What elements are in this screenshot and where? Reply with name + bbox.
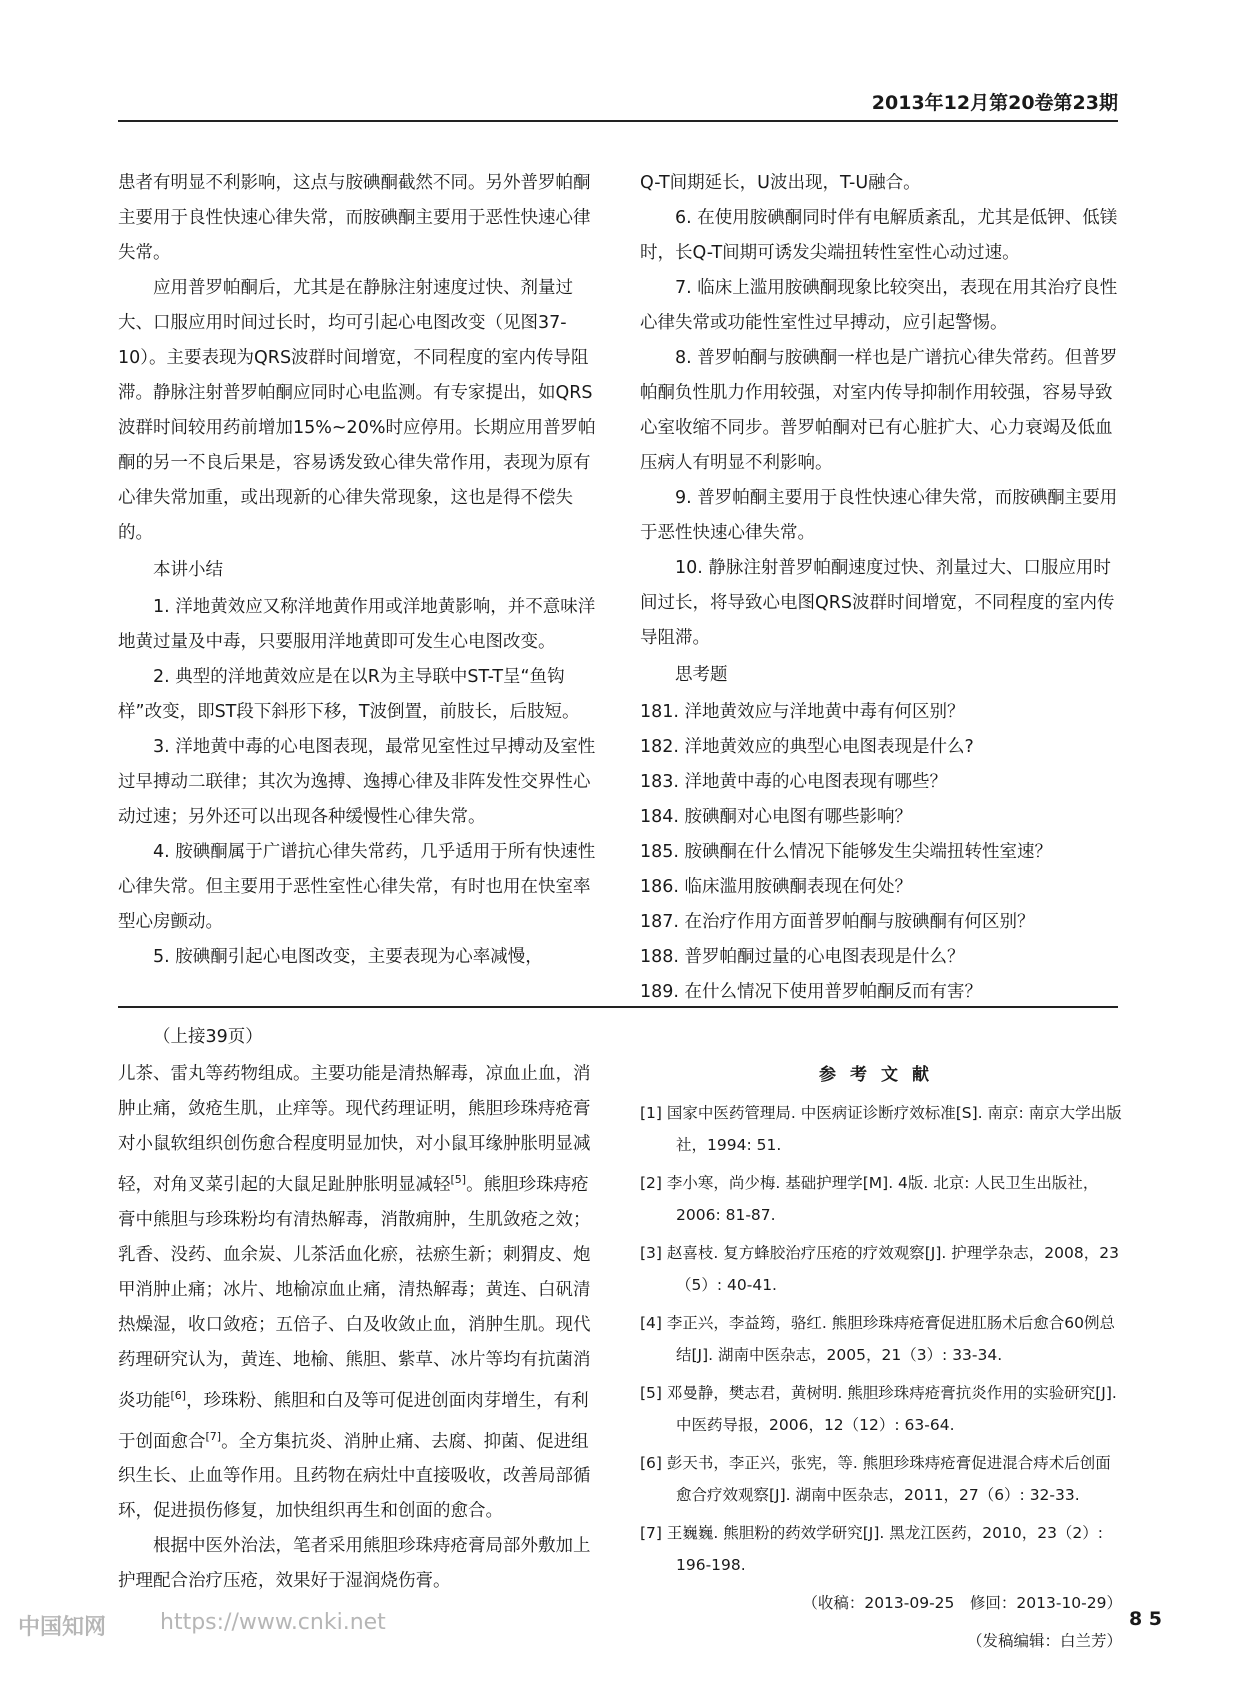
question-item: 183. 洋地黄中毒的心电图表现有哪些？ bbox=[640, 772, 948, 792]
top-right-column bbox=[640, 166, 1122, 1010]
reference-item: [4] 李正兴，李益筠，骆红. 熊胆珍珠痔疮膏促进肛肠术后愈合60例总结[J]. 湖南中医杂志，2005，21（3）: 33-34. bbox=[640, 1314, 1115, 1364]
citation: [7] bbox=[205, 1429, 222, 1443]
section-heading: 思考题 bbox=[675, 665, 728, 685]
reference-item: [5] 邓曼静，樊志君，黄树明. 熊胆珍珠痔疮膏抗炎作用的实验研究[J]. 中医药导报，2006，12（12）: 63-64. bbox=[640, 1384, 1117, 1434]
reference-item: [1] 国家中医药管理局. 中医病证诊断疗效标准[S]. 南京: 南京大学出版社，1994: 51. bbox=[640, 1104, 1122, 1154]
question-item: 189. 在什么情况下使用普罗帕酮反而有害？ bbox=[640, 982, 983, 1002]
question-item: 187. 在治疗作用方面普罗帕酮与胺碘酮有何区别？ bbox=[640, 912, 1035, 932]
citation: [5] bbox=[450, 1173, 467, 1186]
section-divider bbox=[118, 1006, 1118, 1008]
question-item: 186. 临床滥用胺碘酮表现在何处？ bbox=[640, 877, 913, 897]
reference-item: [2] 李小寒，尚少梅. 基础护理学[M]. 4版. 北京: 人民卫生出版社，2006: 81-87. bbox=[640, 1174, 1099, 1224]
paragraph: 患者有明显不利影响，这点与胺碘酮截然不同。另外普罗帕酮主要用于良性快速心律失常，而胺碘酮主要用于恶性快速心律失常。 bbox=[118, 173, 591, 263]
page-number: 8 5 bbox=[1128, 1608, 1162, 1630]
summary-item: 2. 典型的洋地黄效应是在以R为主导联中ST-T呈“鱼钩样”改变，即ST段下斜形下移，T波倒置，前肢长，后肢短。 bbox=[118, 667, 580, 722]
reference-item: [6] 彭天书，李正兴，张宪，等. 熊胆珍珠痔疮膏促进混合痔术后创面愈合疗效观察[J]. 湖南中医杂志，2011，27（6）: 32-33. bbox=[640, 1454, 1111, 1504]
section-heading: 本讲小结 bbox=[153, 560, 223, 580]
text-run: 儿茶、雷丸等药物组成。主要功能是清热解毒，凉血止血，消肿止痛，敛疮生肌，止痒等。现代药理证明，熊胆珍珠痔疮膏对小鼠软组织创伤愈合程度明显加快，对小鼠耳缘肿胀明显减轻，对角叉菜引起的大鼠足趾肿胀明显减轻 bbox=[118, 1064, 591, 1195]
reference-item: [3] 赵喜枝. 复方蜂胶治疗压疮的疗效观察[J]. 护理学杂志，2008，23（5）: 40-41. bbox=[640, 1244, 1119, 1294]
cnki-logo: 中国知网 bbox=[18, 1615, 107, 1640]
summary-item: 7. 临床上滥用胺碘酮现象比较突出，表现在用其治疗良性心律失常或功能性室性过早搏动，应引起警惕。 bbox=[640, 278, 1118, 333]
paragraph: Q-T间期延长，U波出现，T-U融合。 bbox=[640, 173, 921, 193]
reference-item: [7] 王巍巍. 熊胆粉的药效学研究[J]. 黑龙江医药，2010，23（2）: 196-198. bbox=[640, 1524, 1104, 1574]
question-item: 185. 胺碘酮在什么情况下能够发生尖端扭转性室速？ bbox=[640, 842, 1053, 862]
summary-item: 3. 洋地黄中毒的心电图表现，最常见室性过早搏动及室性过早搏动二联律；其次为逸搏、逸搏心律及非阵发性交界性心动过速；另外还可以出现各种缓慢性心律失常。 bbox=[118, 737, 596, 827]
bottom-left-column bbox=[118, 1018, 600, 1599]
question-item: 188. 普罗帕酮过量的心电图表现是什么？ bbox=[640, 947, 965, 967]
references-section bbox=[640, 1060, 1122, 1663]
summary-item: 1. 洋地黄效应又称洋地黄作用或洋地黄影响，并不意味洋地黄过量及中毒，只要服用洋地黄即可发生心电图改变。 bbox=[118, 597, 596, 652]
paragraph bbox=[118, 1057, 600, 1529]
summary-item: 5. 胺碘酮引起心电图改变，主要表现为心率减慢， bbox=[153, 947, 543, 967]
summary-item: 9. 普罗帕酮主要用于良性快速心律失常，而胺碘酮主要用于恶性快速心律失常。 bbox=[640, 488, 1118, 543]
text-run: ，珍珠粉、熊胆和白及等可促进创面肉芽增生，有利于创面愈合 bbox=[118, 1390, 589, 1452]
paragraph: 应用普罗帕酮后，尤其是在静脉注射速度过快、剂量过大、口服应用时间过长时，均可引起心电图改变（见图37-10）。主要表现为QRS波群时间增宽，不同程度的室内传导阻滞。静脉注射普罗帕酮应同时心电监测。有专家提出，如QRS波群时间较用药前增加15%~20%时应停用。长期应用普罗帕酮的另一不良后果是，容易诱发致心律失常作用，表现为原有心律失常加重，或出现新的心律失常现象，这也是得不偿失的。 bbox=[118, 278, 596, 543]
question-item: 181. 洋地黄效应与洋地黄中毒有何区别？ bbox=[640, 702, 965, 722]
text-run: 。全方集抗炎、消肿止痛、去腐、抑菌、促进组织生长、止血等作用。且药物在病灶中直接吸收，改善局部循环，促进损伤修复，加快组织再生和创面的愈合。 bbox=[118, 1431, 591, 1522]
continued-note: （上接39页） bbox=[153, 1027, 263, 1047]
summary-item: 4. 胺碘酮属于广谱抗心律失常药，几乎适用于所有快速性心律失常。但主要用于恶性室性心律失常，有时也用在快室率型心房颤动。 bbox=[118, 842, 596, 932]
journal-issue-header: 2013年12月第20卷第23期 bbox=[871, 92, 1118, 114]
question-item: 182. 洋地黄效应的典型心电图表现是什么? bbox=[640, 737, 974, 757]
cnki-url[interactable]: https://www.cnki.net bbox=[160, 1610, 386, 1635]
summary-item: 10. 静脉注射普罗帕酮速度过快、剂量过大、口服应用时间过长，将导致心电图QRS波群时间增宽，不同程度的室内传导阻滞。 bbox=[640, 558, 1115, 648]
paragraph: 根据中医外治法，笔者采用熊胆珍珠痔疮膏局部外敷加上护理配合治疗压疮，效果好于湿润烧伤膏。 bbox=[118, 1536, 591, 1592]
received-dates: （收稿：2013-09-25 修回：2013-10-29） bbox=[802, 1594, 1122, 1612]
citation: [6] bbox=[170, 1388, 187, 1402]
editor-note: （发稿编辑：白兰芳） bbox=[966, 1632, 1122, 1650]
references-title: 参考文献 bbox=[819, 1065, 943, 1085]
top-left-column bbox=[118, 166, 600, 975]
header-rule bbox=[118, 120, 1118, 122]
summary-item: 6. 在使用胺碘酮同时伴有电解质紊乱，尤其是低钾、低镁时，长Q-T间期可诱发尖端扭转性室性心动过速。 bbox=[640, 208, 1118, 263]
text-run: 。熊胆珍珠痔疮膏中熊胆与珍珠粉均有清热解毒，消散痈肿，生肌敛疮之效；乳香、没药、血余炭、儿茶活血化瘀，祛瘀生新；刺猬皮、炮甲消肿止痛；冰片、地榆凉血止痛，清热解毒；黄连、白矾清热燥湿，收口敛疮；五倍子、白及收敛止血，消肿生肌。现代药理研究认为，黄连、地榆、熊胆、紫草、冰片等均有抗菌消炎功能 bbox=[118, 1174, 591, 1411]
question-item: 184. 胺碘酮对心电图有哪些影响？ bbox=[640, 807, 913, 827]
summary-item: 8. 普罗帕酮与胺碘酮一样也是广谱抗心律失常药。但普罗帕酮负性肌力作用较强，对室内传导抑制作用较强，容易导致心室收缩不同步。普罗帕酮对已有心脏扩大、心力衰竭及低血压病人有明显不利影响。 bbox=[640, 348, 1118, 473]
